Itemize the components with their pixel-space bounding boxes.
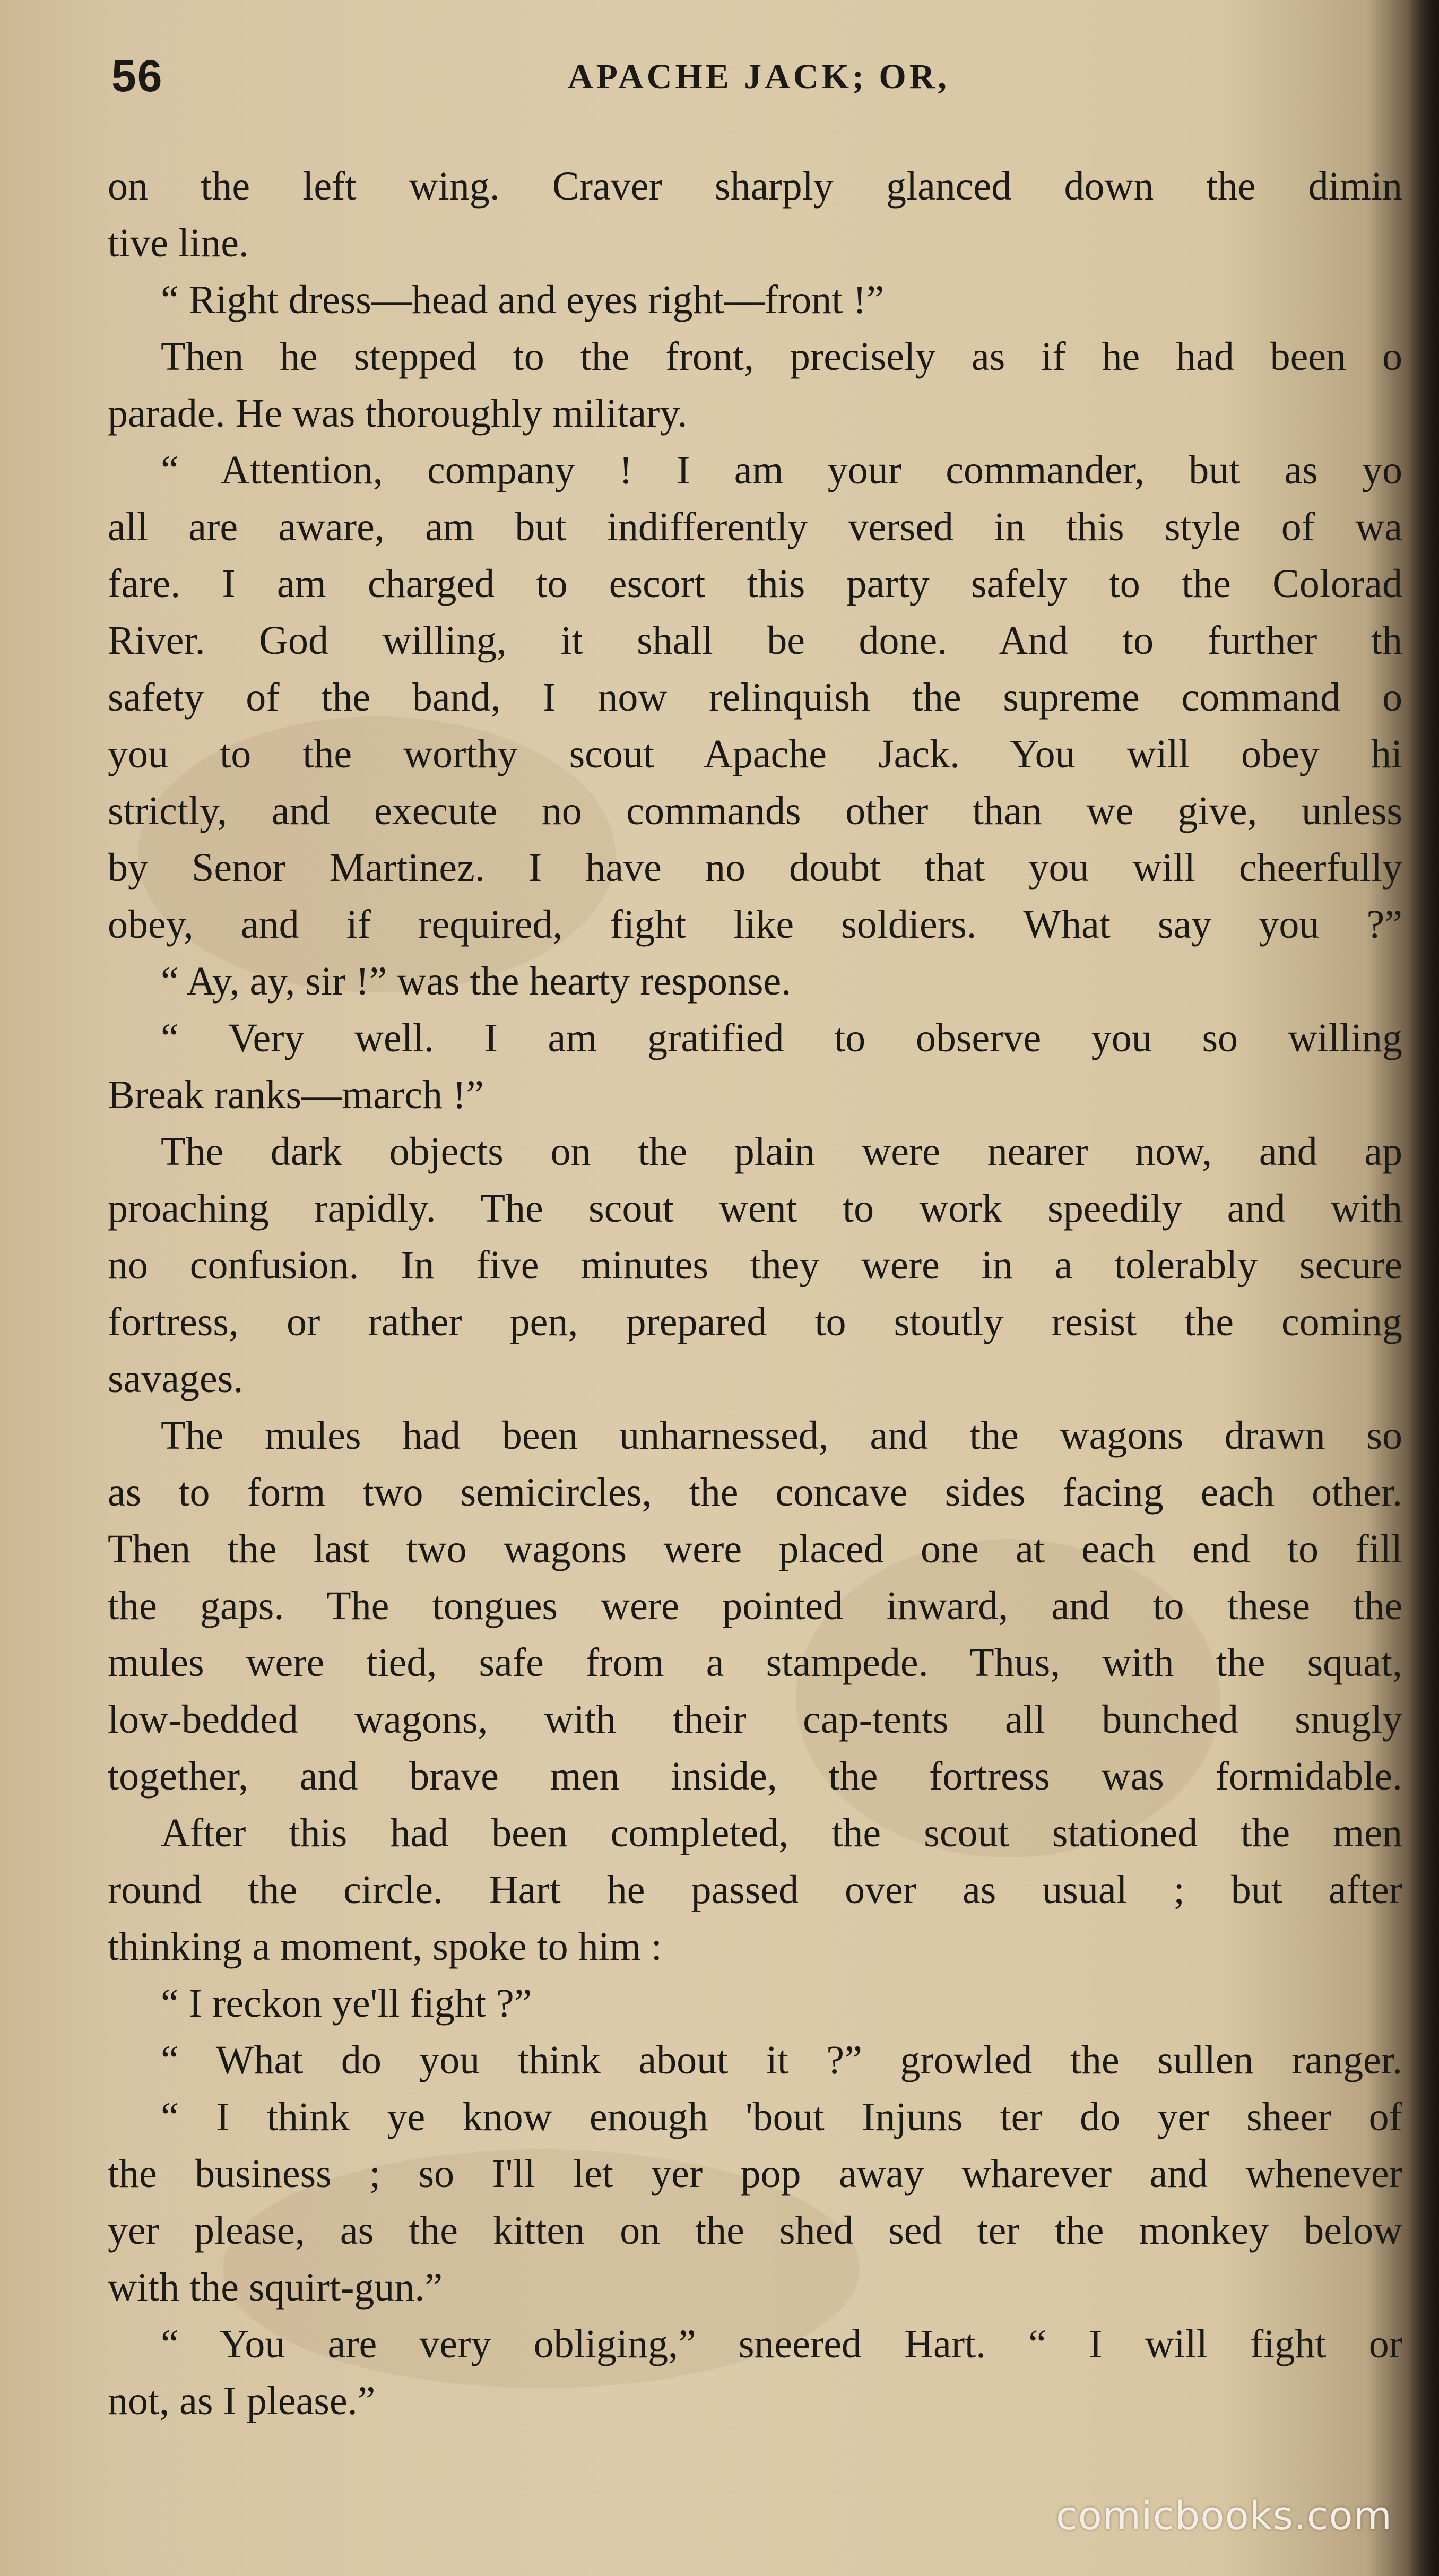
text-line: Then the last two wagons were placed one at each end to fill xyxy=(108,1527,1402,1571)
text-line: the business ; so I'll let yer pop away wharever and whenever xyxy=(108,2151,1402,2196)
text-line: by Senor Martinez. I have no doubt that you will cheerfully xyxy=(108,845,1402,890)
text-line: After this had been completed, the scout stationed the men xyxy=(161,1811,1402,1855)
text-line: not, as I please.” xyxy=(108,2379,376,2423)
watermark: comicbooks.com xyxy=(1056,2493,1392,2539)
text-line: “ Right dress—head and eyes right—front !” xyxy=(161,278,885,322)
text-line: together, and brave men inside, the fortress was formidable. xyxy=(108,1754,1402,1799)
text-line: “ Ay, ay, sir !” was the hearty response. xyxy=(161,959,792,1004)
text-line: tive line. xyxy=(108,221,249,265)
text-line: you to the worthy scout Apache Jack. You will obey hi xyxy=(108,732,1402,776)
text-line: with the squirt-gun.” xyxy=(108,2265,443,2310)
text-line: all are aware, am but indifferently versed in this style of wa xyxy=(108,505,1402,549)
text-line: obey, and if required, fight like soldiers. What say you ?” xyxy=(108,902,1402,947)
text-line: “ Very well. I am gratified to observe you so willing xyxy=(161,1016,1402,1060)
text-line: parade. He was thoroughly military. xyxy=(108,391,688,436)
text-line: The dark objects on the plain were nearer now, and ap xyxy=(161,1129,1402,1174)
page-number: 56 xyxy=(111,51,163,101)
text-line: The mules had been unharnessed, and the wagons drawn so xyxy=(161,1413,1402,1458)
running-head: APACHE JACK; OR, xyxy=(568,57,950,96)
text-line: fortress, or rather pen, prepared to stoutly resist the coming xyxy=(108,1300,1402,1344)
text-line: “ You are very obliging,” sneered Hart. “ I will fight or xyxy=(161,2322,1402,2366)
text-line: “ I reckon ye'll fight ?” xyxy=(161,1981,532,2026)
book-spine-shadow xyxy=(1407,0,1439,2576)
text-line: strictly, and execute no commands other than we give, unless xyxy=(108,789,1402,833)
text-line: no confusion. In five minutes they were in a tolerably secure xyxy=(108,1243,1402,1287)
text-line: “ What do you think about it ?” growled the sullen ranger. xyxy=(161,2038,1402,2082)
text-line: safety of the band, I now relinquish the supreme command o xyxy=(108,675,1402,720)
text-line: Then he stepped to the front, precisely as if he had been o xyxy=(161,334,1402,379)
text-line: fare. I am charged to escort this party safely to the Colorad xyxy=(108,561,1402,606)
text-line: Break ranks—march !” xyxy=(108,1073,484,1117)
text-line: round the circle. Hart he passed over as usual ; but after xyxy=(108,1868,1402,1912)
text-line: low-bedded wagons, with their cap-tents all bunched snugly xyxy=(108,1697,1402,1742)
text-line: the gaps. The tongues were pointed inward, and to these the xyxy=(108,1584,1402,1628)
text-line: proaching rapidly. The scout went to work speedily and with xyxy=(108,1186,1402,1231)
text-line: thinking a moment, spoke to him : xyxy=(108,1924,662,1969)
text-line: “ I think ye know enough 'bout Injuns ter do yer sheer of xyxy=(161,2095,1402,2139)
page-header xyxy=(111,50,1385,109)
text-line: “ Attention, company ! I am your commander, but as yo xyxy=(161,448,1402,492)
text-line: savages. xyxy=(108,1356,244,1401)
text-line: mules were tied, safe from a stampede. Thus, with the squat, xyxy=(108,1640,1402,1685)
text-line: on the left wing. Craver sharply glanced down the dimin xyxy=(108,164,1402,209)
text-line: River. God willing, it shall be done. And to further th xyxy=(108,618,1402,663)
text-line: yer please, as the kitten on the shed sed ter the monkey below xyxy=(108,2208,1402,2253)
text-line: as to form two semicircles, the concave sides facing each other. xyxy=(108,1470,1402,1515)
body-text xyxy=(108,158,1402,2430)
